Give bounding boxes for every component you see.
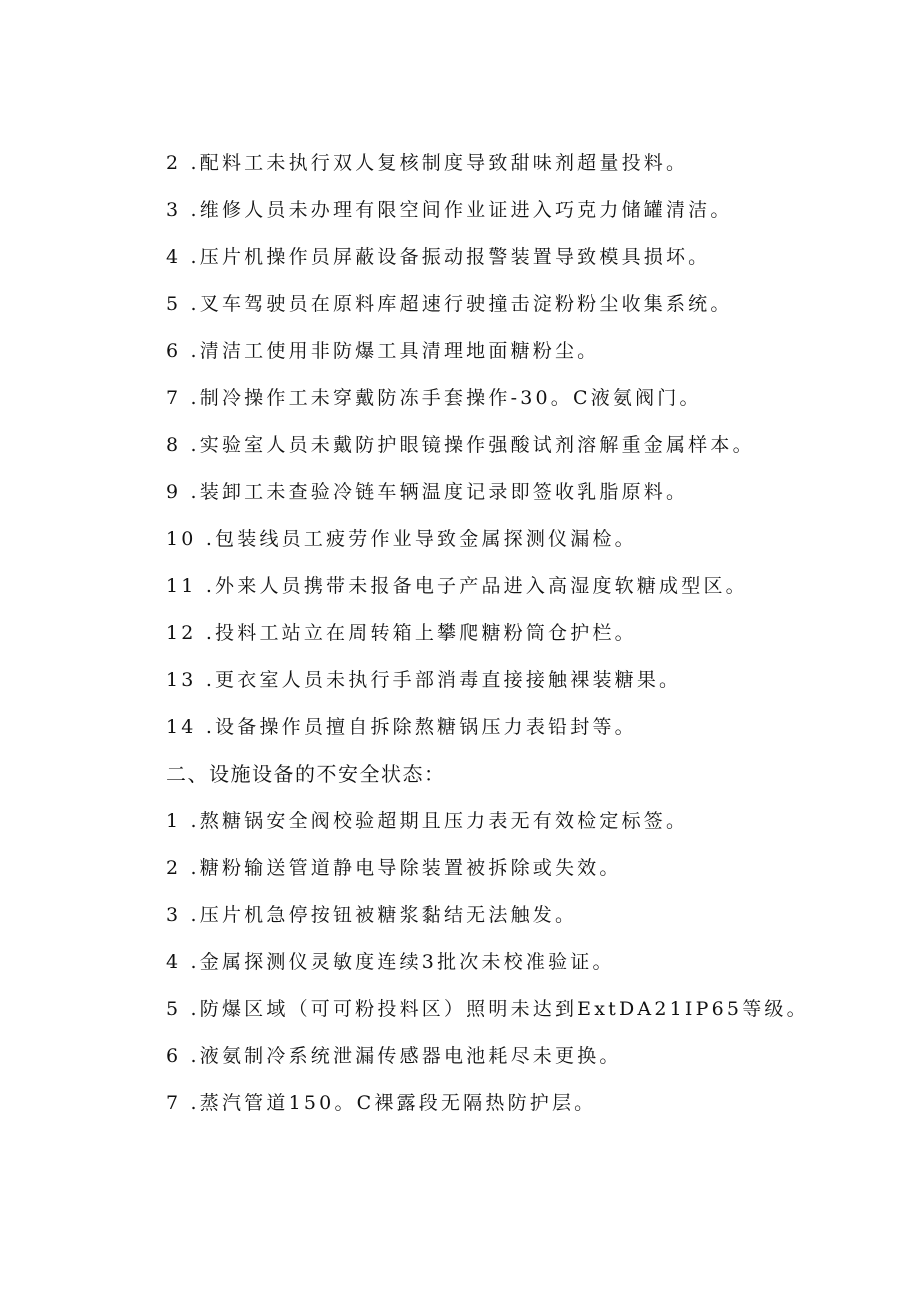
item-number: 5 <box>166 998 182 1020</box>
list-item <box>166 1080 866 1127</box>
item-text: .维修人员未办理有限空间作业证进入巧克力储罐清洁。 <box>181 199 733 221</box>
item-text: .配料工未执行双人复核制度导致甜味剂超量投料。 <box>181 152 689 174</box>
section-1-list <box>166 140 866 1127</box>
item-text: .叉车驾驶员在原料库超速行驶撞击淀粉粉尘收集系统。 <box>181 293 733 315</box>
item-text: .投料工站立在周转箱上攀爬糖粉筒仓护栏。 <box>196 622 637 644</box>
list-item <box>166 375 866 422</box>
list-item <box>166 892 866 939</box>
item-text: .液氨制冷系统泄漏传感器电池耗尽未更换。 <box>181 1045 622 1067</box>
list-item <box>166 516 866 563</box>
item-text: .金属探测仪灵敏度连续3批次未校准验证。 <box>181 951 615 973</box>
list-item <box>166 328 866 375</box>
list-item <box>166 563 866 610</box>
list-item <box>166 469 866 516</box>
list-item <box>166 704 866 751</box>
item-number: 5 <box>166 293 182 315</box>
list-item <box>166 234 866 281</box>
list-item <box>166 140 866 187</box>
item-number: 4 <box>166 951 182 973</box>
item-text: .糖粉输送管道静电导除装置被拆除或失效。 <box>181 857 622 879</box>
item-text: .压片机急停按钮被糖浆黏结无法触发。 <box>181 904 578 926</box>
item-number: 7 <box>166 387 182 409</box>
item-text: .更衣室人员未执行手部消毒直接接触裸装糖果。 <box>196 669 682 691</box>
item-number: 14 <box>166 716 197 738</box>
item-number: 3 <box>166 904 182 926</box>
item-number: 11 <box>166 575 197 597</box>
item-text: .设备操作员擅自拆除熬糖锅压力表铅封等。 <box>196 716 637 738</box>
list-item <box>166 845 866 892</box>
item-text: .防爆区域（可可粉投料区）照明未达到ExtDA21IP65等级。 <box>181 998 809 1020</box>
item-number: 10 <box>166 528 197 550</box>
list-item <box>166 281 866 328</box>
item-number: 2 <box>166 857 182 879</box>
item-text: .装卸工未查验冷链车辆温度记录即签收乳脂原料。 <box>181 481 689 503</box>
item-number: 6 <box>166 1045 182 1067</box>
item-number: 9 <box>166 481 182 503</box>
item-number: 13 <box>166 669 197 691</box>
item-number: 1 <box>166 810 182 832</box>
item-text: .压片机操作员屏蔽设备振动报警装置导致模具损坏。 <box>181 246 711 268</box>
list-item <box>166 939 866 986</box>
item-text: .制冷操作工未穿戴防冻手套操作-30。C液氨阀门。 <box>181 387 702 409</box>
item-text: .熬糖锅安全阀校验超期且压力表无有效检定标签。 <box>181 810 689 832</box>
list-item <box>166 798 866 845</box>
item-text: .实验室人员未戴防护眼镜操作强酸试剂溶解重金属样本。 <box>181 434 755 456</box>
list-item <box>166 610 866 657</box>
section-2-heading: 二、设施设备的不安全状态： <box>166 762 446 786</box>
item-number: 12 <box>166 622 197 644</box>
list-item <box>166 422 866 469</box>
item-text: .外来人员携带未报备电子产品进入高湿度软糖成型区。 <box>196 575 748 597</box>
list-item <box>166 187 866 234</box>
list-item <box>166 1033 866 1080</box>
item-text: .包装线员工疲劳作业导致金属探测仪漏检。 <box>196 528 637 550</box>
item-number: 2 <box>166 152 182 174</box>
item-text: .蒸汽管道150。C裸露段无隔热防护层。 <box>181 1092 597 1114</box>
list-item <box>166 986 866 1033</box>
list-item <box>166 657 866 704</box>
item-text: .清洁工使用非防爆工具清理地面糖粉尘。 <box>181 340 600 362</box>
item-number: 3 <box>166 199 182 221</box>
item-number: 8 <box>166 434 182 456</box>
item-number: 4 <box>166 246 182 268</box>
item-number: 7 <box>166 1092 182 1114</box>
item-number: 6 <box>166 340 182 362</box>
